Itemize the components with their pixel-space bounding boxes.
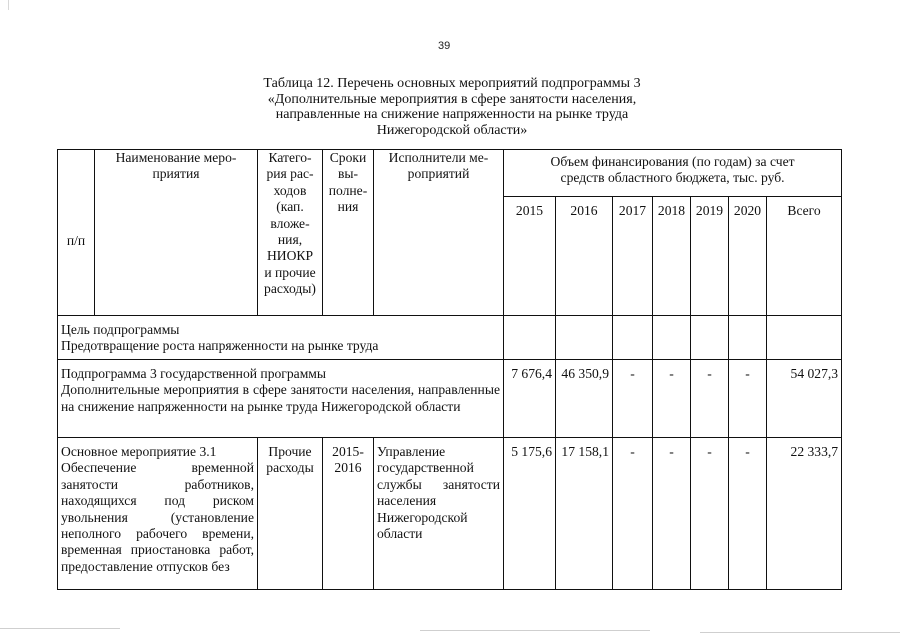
scan-artifact-line [700,632,900,633]
measure-category: Прочие расходы [258,438,323,590]
scan-artifact-tick [8,0,9,10]
subprogram-value-2018: - [653,360,691,438]
goal-value-empty [504,316,556,360]
measures-table [57,149,842,590]
measure-value-2019: - [691,438,729,590]
table-caption [150,76,754,138]
goal-value-empty [767,316,842,360]
year-2019: 2019 [691,197,729,316]
measure-value-total: 22 333,7 [767,438,842,590]
table-row-goal [58,316,842,360]
subprogram-value-total: 54 027,3 [767,360,842,438]
caption-line: Таблица 12. Перечень основных мероприятий подпрограммы 3 [263,76,641,91]
scan-artifact-line [0,628,120,629]
year-2020: 2020 [729,197,767,316]
page-number: 39 [438,40,451,52]
scan-artifact-line [420,630,650,631]
header-terms: Сроки вы- полне- ния [323,150,374,316]
table-row-measure [58,438,842,590]
goal-value-empty [556,316,613,360]
subprogram-value-2016: 46 350,9 [556,360,613,438]
year-total: Всего [767,197,842,316]
subprogram-name: Подпрограмма 3 государственной программы Дополнительные мероприятия в сфере занятости населения, направленные на снижение напряженности на рынке труда Нижегородской области [58,360,504,438]
measure-value-2017: - [613,438,653,590]
goal-value-empty [613,316,653,360]
caption-line: Нижегородской области» [376,122,528,138]
caption-line: направленные на снижение напряженности на рынке труда [275,107,629,123]
header-category: Катего- рия рас- ходов (кап. вложе- ния, НИОКР и прочие расходы) [258,150,323,316]
year-2016: 2016 [556,197,613,316]
measure-value-2016: 17 158,1 [556,438,613,590]
subprogram-value-2020: - [729,360,767,438]
header-name: Наименование меро- приятия [95,150,258,316]
measure-executor: Управление государственной службы занятости населения Нижегородской области [374,438,504,590]
year-2018: 2018 [653,197,691,316]
year-2017: 2017 [613,197,653,316]
goal-text: Предотвращение роста напряженности на рынке труда [61,338,379,354]
measure-value-2015: 5 175,6 [504,438,556,590]
year-2015: 2015 [504,197,556,316]
measure-name: Основное мероприятие 3.1 Обеспечение временной занятости работников, находящихся под риском увольнения (установление неполного рабочего времени, временная приостановка работ, предоставление отпусков без [58,438,258,590]
goal-label: Цель подпрограммы [61,322,180,337]
caption-line: «Дополнительные мероприятия в сфере занятости населения, [267,91,637,107]
goal-value-empty [729,316,767,360]
table-header-row [58,150,842,197]
header-num: п/п [58,150,95,316]
subprogram-value-2019: - [691,360,729,438]
header-financing: Объем финансирования (по годам) за счет средств областного бюджета, тыс. руб. [504,150,842,197]
goal-value-empty [653,316,691,360]
goal-cell [58,316,504,360]
measure-terms: 2015- 2016 [323,438,374,590]
goal-value-empty [691,316,729,360]
subprogram-value-2017: - [613,360,653,438]
measure-value-2018: - [653,438,691,590]
table-row-subprogram [58,360,842,438]
measure-value-2020: - [729,438,767,590]
header-executors: Исполнители ме- роприятий [374,150,504,316]
subprogram-value-2015: 7 676,4 [504,360,556,438]
